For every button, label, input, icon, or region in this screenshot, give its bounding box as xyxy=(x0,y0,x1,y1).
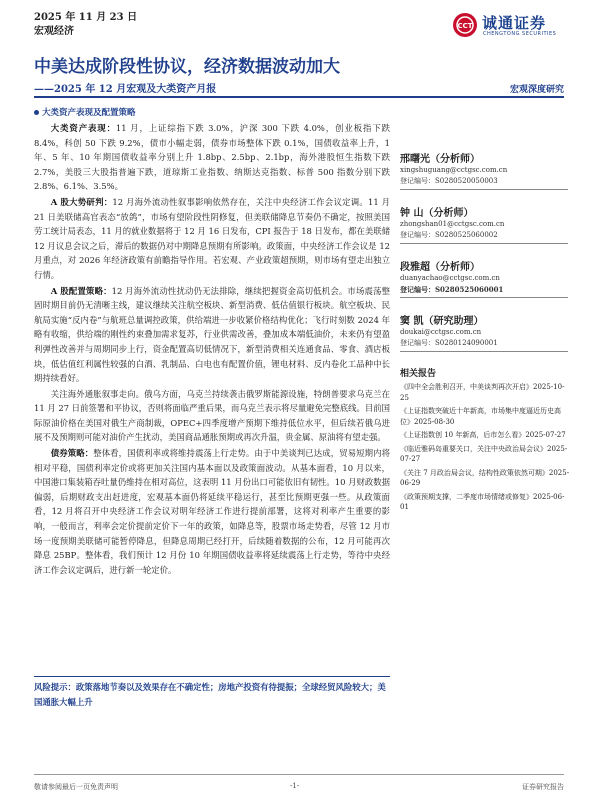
related-report-link[interactable]: 《四中全会胜利召开，中美谈判再次开启》2025-10-25 xyxy=(400,383,565,402)
brand-name-cn: 诚通证券 xyxy=(482,14,547,32)
related-report-link[interactable]: 《临近雅码岛重要关口，关注中央政治局会议》2025-07-27 xyxy=(400,444,568,463)
risk-text: 政策落地节奏以及效果存在不确定性；房地产投资有待提振；全球经贸风险较大；美国通胀大幅上升 xyxy=(34,682,386,707)
analyst-card xyxy=(400,150,570,190)
analyst-name: 段雅超（分析师） xyxy=(400,262,480,273)
section-heading-text: 大类资产表现及配置策略 xyxy=(42,108,136,118)
analyst-card xyxy=(400,312,570,352)
related-report-link[interactable]: 《上证指数创 10 年新高，后市怎么看》2025-07-27 xyxy=(400,431,566,439)
header-divider xyxy=(34,96,564,98)
analyst-cert: 登记编号：S0280525060002 xyxy=(400,231,498,239)
footer-disclaimer: 敬请参阅最后一页免责声明 xyxy=(34,783,118,791)
brand-name-en: CHENGTONG SECURITIES xyxy=(483,31,557,37)
footer-doc-type: 证券研究报告 xyxy=(522,783,564,791)
analyst-email[interactable]: duanyachao@cctgsc.com.cn xyxy=(400,274,500,282)
logo-mark-icon xyxy=(452,12,478,38)
analyst-name: 邢曙光（分析师） xyxy=(400,154,480,165)
page-subtitle: ——2025 年 12 月宏观及大类资产月报 xyxy=(34,84,217,95)
report-type: 宏观深度研究 xyxy=(509,85,564,95)
paragraph-a-share-strategy: A 股配置策略：12 月海外流动性扰动仍无法排除，继续把握资金高切低机会。市场震荡整固时期目前仍无清晰主线，建议继续关注航空板块、新型消费、低估值银行板块。航空板块、民航局实施“反内卷”与航班总量调控政策，供给端进一步收紧价格结构优化；飞行时刻数 2024 年略有收缩，供给端的刚性约束叠加需求复苏，行业供需改善，叠加成本端低油价，未来仍有望盈利弹性改善并与周期同步上行，资金配置高切低情况下，新型消费相关连通食品、零食、酒店板块，低估值红利属性较强的白酒、乳制品、白电也有配置价值，锂电材料、反内卷化工品种中长期持续看好。 xyxy=(34,285,390,384)
related-report-link[interactable]: 《上证指数突破近十年新高，市场集中度逼近历史高位》2025-08-30 xyxy=(400,407,561,426)
bullet-icon xyxy=(34,110,39,115)
paragraph-overseas-inflation: 关注海外通胀叙事走向。俄乌方面，乌克兰持续袭击俄罗斯能源设施，特朗普要求乌克兰在 11 月 27 日前签署和平协议，否则将面临严重后果，而乌克兰表示将尽量避免完整底线。目前国际原油价格在美国对俄生产商制裁，OPEC+四季度增产预期下维持低位水平，但后续若俄乌进展不及预期则可能对油价产生扰动，美国商品通胀预期或再次升温，贵金属、原油将有望走强。 xyxy=(34,388,390,443)
related-report-link[interactable]: 《政策预期支撑，二季度市场情绪或修复》2025-06-01 xyxy=(400,492,565,511)
page-title: 中美达成阶段性协议，经济数据波动加大 xyxy=(34,57,340,77)
company-logo xyxy=(452,10,572,42)
paragraph-a-share-outlook: A 股大势研判：12 月海外流动性叙事影响依然存在，关注中央经济工作会议定调。11 月 21 日美联储高官表态“放鸽”，市场有望阶段性阴修复，但美联储降息节奏仍不确定，按照美国劳工统计局表态，11 月的就业数据将于 12 月 16 日发布，CPI 报告于 18 日发布，都在美联储 12 月议息会议之后，滞后的数据仍对中期降息预期有所影响。政策面，中央经济工作会议是 12 月重点，对 2026 年经济政策有前瞻指导作用。若宏观、产业政策超预期，则市场有望走出独立行情。 xyxy=(34,196,390,280)
report-date: 2025 年 11 月 23 日 xyxy=(34,12,138,23)
analyst-cert: 登记编号：S0280525060001 xyxy=(400,285,504,294)
analyst-email[interactable]: zhongshan01@cctgsc.com.cn xyxy=(400,220,505,228)
paragraph-bond-strategy: 债券策略：整体看，国债利率或将维持震荡上行走势。由于中美谈判已达成，贸易短期内将相对平稳，国债利率定价或将更加关注国内基本面以及政策面波动。从基本面看，10 月以来，中国港口集装箱吞吐量仍维持在相对高位，这表明 11 月份出口可能依旧有韧性。10 月财政数据偏弱，后期财政支出赶进度，宏观基本面仍将延续平稳运行，甚至比预期更强一些。从政策面看，12 月将召开中央经济工作会议对明年经济工作进行提前部署，这将对利率产生重要的影响，一般而言，利率会定价提前定价下一年的政策，如降息等，股票市场走势看，尽管 12 月市场一度预期美联储可能暂停降息，但降息周期已经打开，后续随着数据的公布，12 月可能再次降息 25BP。整体看，我们预计 12 月份 10 年期国债收益率将延续震荡上行走势，等待中央经济工作会议定调后，进行新一轮定价。 xyxy=(34,448,391,575)
analyst-divider xyxy=(400,243,568,244)
analyst-divider xyxy=(400,351,568,352)
analyst-divider xyxy=(400,189,568,190)
paragraph-asset-performance: 大类资产表现：11 月，上证综指下跌 3.0%，沪深 300 下跌 4.0%，创业板指下跌 8.4%，科创 50 下跌 9.2%，债市小幅走弱，债券市场整体下跌 0.1%，国债收益率上升，1 年、5 年、10 年期国债收益率分别上升 1.8bp、2.5bp、2.1bp，海外港股恒生指数下跌 2.7%，美股三大股指普遍下跌，道琼斯工业指数、纳斯达克指数、标普 500 指数分别下跌 2.8%、6.1%、3.5%。 xyxy=(34,123,390,192)
section-heading xyxy=(34,106,390,118)
analyst-name: 钟 山（分析师） xyxy=(400,208,474,219)
analyst-cert: 登记编号：S0280520050003 xyxy=(400,177,498,185)
related-reports-title: 相关报告 xyxy=(400,369,437,379)
analyst-name: 窦 凯（研究助理） xyxy=(400,316,484,327)
risk-warning xyxy=(34,680,390,709)
report-category: 宏观经济 xyxy=(34,26,74,37)
logo-mark-text: CCT xyxy=(457,22,473,30)
footer-divider xyxy=(34,774,564,775)
risk-label: 风险提示： xyxy=(34,682,76,692)
risk-divider xyxy=(34,676,390,677)
main-content xyxy=(34,106,390,578)
analyst-divider xyxy=(400,297,568,298)
analyst-card xyxy=(400,258,570,298)
analyst-email[interactable]: xingshuguang@cctgsc.com.cn xyxy=(400,166,508,174)
page-number: -1- xyxy=(290,782,300,790)
analyst-cert: 登记编号：S0280124090001 xyxy=(400,339,498,347)
related-report-link[interactable]: 《关注 7 月政治局会议，结构性政策依然可期》2025-06-29 xyxy=(400,468,570,487)
analyst-card xyxy=(400,204,570,244)
analyst-sidebar xyxy=(400,150,570,516)
analyst-email[interactable]: doukai@cctgsc.com.cn xyxy=(400,328,482,336)
